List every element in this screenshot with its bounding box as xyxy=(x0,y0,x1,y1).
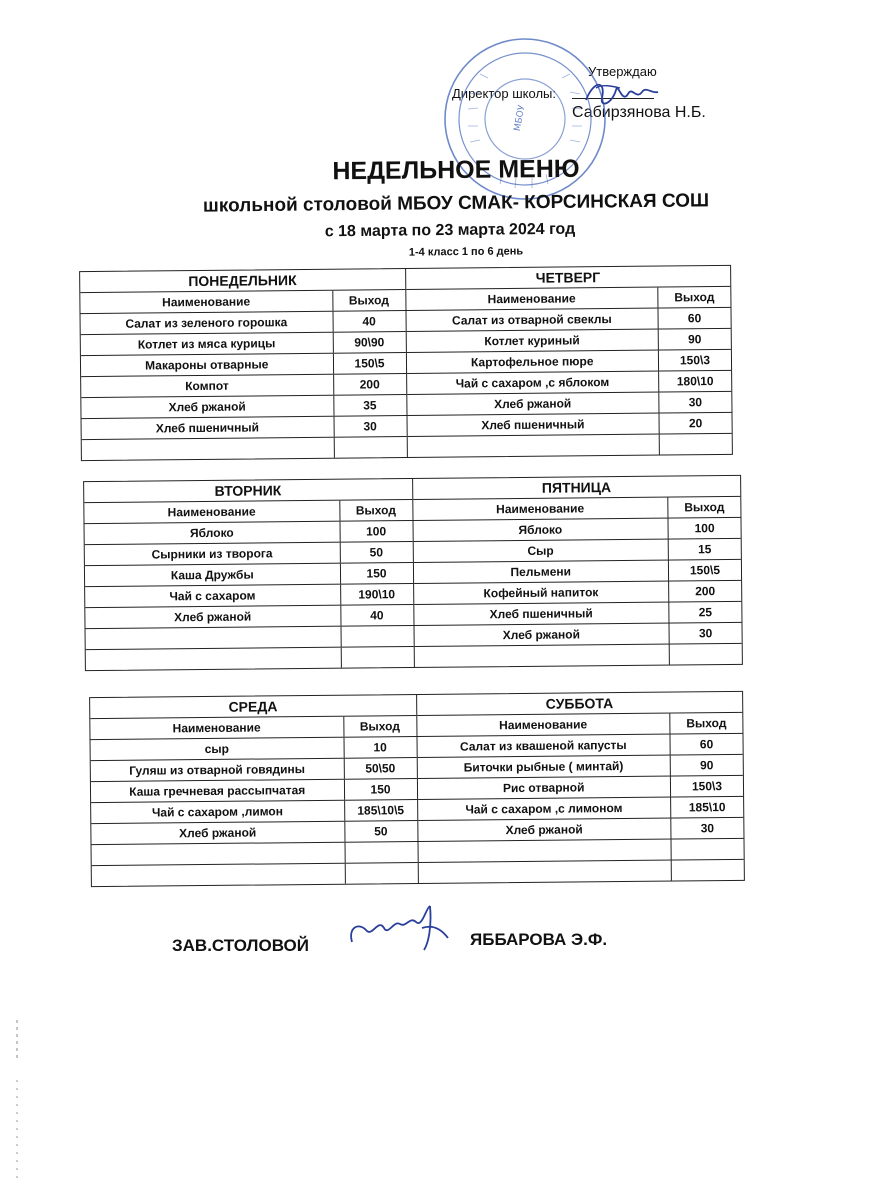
dish-name: Хлеб ржаной xyxy=(179,825,257,841)
menu-row xyxy=(418,860,744,883)
dish-name: Хлеб пшеничный xyxy=(489,606,593,622)
director-label: Директор школы: xyxy=(452,86,556,101)
dish-name: Сырники из творога xyxy=(151,546,273,562)
dish-name: Чай с сахаром xyxy=(169,588,256,604)
dish-yield: 60 xyxy=(669,734,742,755)
yield-header: Выход xyxy=(657,287,730,308)
menu-row xyxy=(414,644,742,667)
day-wednesday xyxy=(90,695,417,886)
dish-yield: 90 xyxy=(658,329,731,350)
dish-yield: 30 xyxy=(333,416,406,437)
dish-yield: 40 xyxy=(332,311,405,332)
dish-name: Пельмени xyxy=(510,564,572,580)
day-thursday xyxy=(405,266,732,457)
day-monday xyxy=(80,269,406,460)
page-title: НЕДЕЛЬНОЕ МЕНЮ xyxy=(332,154,580,186)
dish-name xyxy=(418,840,671,862)
dish-name: Котлет куриный xyxy=(484,333,580,349)
dish-name xyxy=(86,627,341,649)
dish-yield: 90 xyxy=(670,755,743,776)
dish-yield: 190\10 xyxy=(340,584,413,605)
day-tuesday xyxy=(84,479,413,670)
dish-yield: 90\90 xyxy=(332,332,405,353)
canteen-head-name: ЯББАРОВА Э.Ф. xyxy=(470,930,608,949)
yield-header: Выход xyxy=(669,713,742,734)
dish-yield xyxy=(670,839,743,860)
name-header: Наименование xyxy=(499,717,588,733)
dish-yield: 40 xyxy=(340,605,413,626)
name-header: Наименование xyxy=(162,294,251,310)
menu-row xyxy=(82,437,407,460)
dish-name: Рис отварной xyxy=(502,780,585,796)
dish-yield: 150\3 xyxy=(670,776,743,797)
dish-yield: 20 xyxy=(658,413,731,434)
dish-yield: 35 xyxy=(333,395,406,416)
dish-name: Салат из отварной свеклы xyxy=(451,312,612,328)
dish-yield: 150 xyxy=(343,779,416,800)
dish-name: Хлеб пшеничный xyxy=(155,420,259,436)
dish-name: Яблоко xyxy=(189,525,234,541)
dish-yield xyxy=(344,842,417,863)
dish-name: Каша гречневая рассыпчатая xyxy=(129,783,306,799)
dish-name: Хлеб ржаной xyxy=(502,627,581,643)
dish-name: Чай с сахаром ,лимон xyxy=(151,804,284,820)
dish-yield: 15 xyxy=(668,539,741,560)
dish-name xyxy=(92,843,345,865)
yield-header: Выход xyxy=(667,497,740,518)
dish-name: Хлеб ржаной xyxy=(493,396,572,412)
dish-name: Сыр xyxy=(527,543,554,558)
menu-row xyxy=(407,434,732,457)
dish-name: Картофельное пюре xyxy=(470,354,594,370)
day-title: СРЕДА xyxy=(90,695,416,719)
page-subtitle: школьной столовой МБОУ СМАК- КОРСИНСКАЯ СОШ xyxy=(202,190,710,217)
menu-block-2 xyxy=(83,475,743,671)
dish-name: Хлеб ржаной xyxy=(174,609,252,625)
dish-name: Салат из зеленого горошка xyxy=(125,315,288,331)
dish-name: Кофейный напиток xyxy=(483,585,599,601)
yield-header: Выход xyxy=(332,290,405,311)
dish-yield: 30 xyxy=(670,818,743,839)
yield-header: Выход xyxy=(339,500,412,521)
day-friday xyxy=(412,476,742,667)
date-range: с 18 марта по 23 марта 2024 год xyxy=(324,220,576,241)
dish-name: Яблоко xyxy=(518,522,563,537)
day-saturday xyxy=(416,692,744,883)
dish-name xyxy=(414,645,669,667)
dish-yield xyxy=(669,644,742,665)
dish-name: Каша Дружбы xyxy=(170,567,254,583)
svg-text:МБОУ: МБОУ xyxy=(512,104,528,133)
dish-yield xyxy=(340,647,413,668)
menu-block-1 xyxy=(79,265,733,461)
dish-name: Биточки рыбные ( минтай) xyxy=(463,759,624,775)
name-header: Наименование xyxy=(487,291,576,307)
dish-name xyxy=(86,648,341,670)
dish-name: Компот xyxy=(185,378,229,394)
dish-yield: 25 xyxy=(668,602,741,623)
day-title: ЧЕТВЕРГ xyxy=(406,266,731,290)
dish-yield: 150\3 xyxy=(658,350,731,371)
dish-yield: 200 xyxy=(333,374,406,395)
dish-yield: 180\10 xyxy=(658,371,731,392)
dish-yield: 150 xyxy=(339,563,412,584)
dish-name: Чай с сахаром ,с яблоком xyxy=(455,375,610,391)
dish-yield xyxy=(333,437,406,458)
approval-label: Утверждаю xyxy=(588,64,657,79)
menu-block-3 xyxy=(89,691,745,887)
dish-name: Котлет из мяса курицы xyxy=(137,336,276,352)
dish-yield: 150\5 xyxy=(332,353,405,374)
day-title: ПЯТНИЦА xyxy=(413,476,741,500)
dish-name: Салат из квашеной капусты xyxy=(459,737,627,754)
dish-name: Хлеб ржаной xyxy=(505,822,583,838)
dish-yield: 200 xyxy=(668,581,741,602)
dish-yield: 100 xyxy=(339,521,412,542)
menu-row xyxy=(92,863,418,886)
dish-yield xyxy=(659,434,732,455)
class-info: 1-4 класс 1 по 6 день xyxy=(408,245,524,259)
name-header: Наименование xyxy=(167,504,256,520)
dish-name: Чай с сахаром ,с лимоном xyxy=(465,801,623,817)
dish-yield: 50 xyxy=(344,821,417,842)
dish-yield: 30 xyxy=(658,392,731,413)
dish-name: Хлеб пшеничный xyxy=(481,417,585,433)
day-title: СУББОТА xyxy=(417,692,743,716)
dish-yield xyxy=(344,863,417,884)
name-header: Наименование xyxy=(496,501,585,517)
scan-edge-marks xyxy=(14,1020,20,1180)
dish-yield: 60 xyxy=(657,308,730,329)
dish-name: сыр xyxy=(204,741,230,757)
dish-yield: 100 xyxy=(667,518,740,539)
director-name: Сабирзянова Н.Б. xyxy=(572,104,706,121)
dish-yield: 150\5 xyxy=(668,560,741,581)
day-title: ПОНЕДЕЛЬНИК xyxy=(80,269,405,293)
yield-header: Выход xyxy=(343,716,416,737)
dish-name xyxy=(92,864,345,886)
dish-name: Хлеб ржаной xyxy=(168,399,246,415)
dish-yield xyxy=(671,860,744,881)
dish-yield: 10 xyxy=(343,737,416,758)
dish-name xyxy=(407,435,659,457)
director-signature-icon xyxy=(582,74,662,114)
dish-yield: 185\10 xyxy=(670,797,743,818)
canteen-head-signature-icon xyxy=(344,898,454,958)
dish-yield: 30 xyxy=(668,623,741,644)
name-header: Наименование xyxy=(172,720,261,736)
dish-yield: 50 xyxy=(339,542,412,563)
dish-yield: 50\50 xyxy=(343,758,416,779)
dish-name: Макароны отварные xyxy=(145,357,269,373)
dish-yield: 185\10\5 xyxy=(344,800,417,821)
dish-yield xyxy=(340,626,413,647)
day-title: ВТОРНИК xyxy=(84,479,412,503)
dish-name: Гуляш из отварной говядины xyxy=(129,762,306,778)
canteen-head-label: ЗАВ.СТОЛОВОЙ xyxy=(172,936,309,955)
menu-row xyxy=(86,647,414,670)
dish-name xyxy=(418,861,671,883)
dish-name xyxy=(82,438,334,460)
